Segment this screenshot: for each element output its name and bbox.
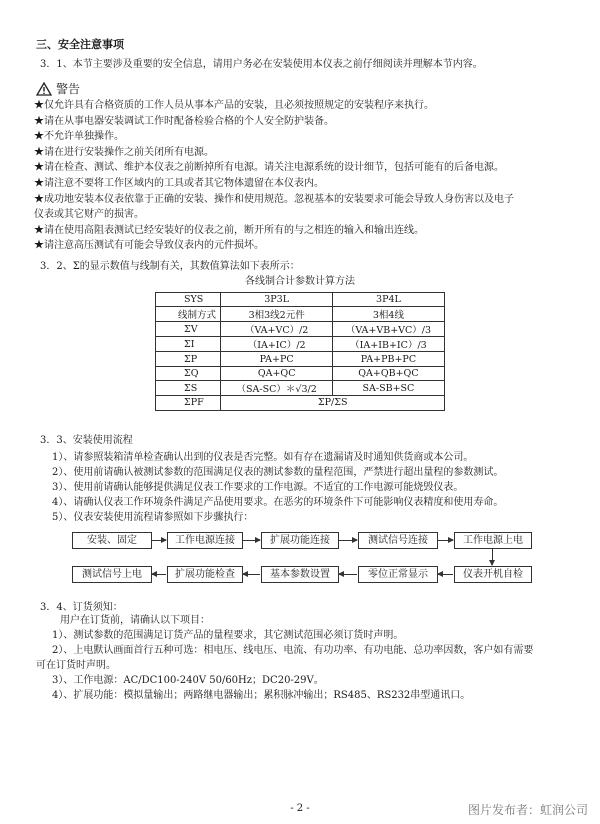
table-cell: 3P4L <box>332 293 444 307</box>
arrow-right-icon <box>438 540 453 541</box>
watermark: 图片发布者：虹润公司 <box>467 803 588 817</box>
table-cell: 3P3L <box>221 293 332 307</box>
table-cell: （SA-SC）＊√3/2 <box>221 381 332 396</box>
table-cell: ΣP <box>156 352 221 366</box>
warning-item: ★请注意不要将工作区域内的工具或者其它物体遗留在本仪表内。 <box>34 177 324 189</box>
table-row <box>156 352 445 366</box>
page-number: - 2 - <box>290 803 310 814</box>
table-row <box>156 293 445 307</box>
table-cell: （VA+VC）/2 <box>221 322 332 337</box>
order-line: 3）、工作电源：AC/DC100-240V 50/60Hz；DC20-29V。 <box>52 675 324 686</box>
install-step: 5）、仪表安装使用流程请参照如下步骤执行： <box>52 512 254 523</box>
table-row <box>156 381 445 396</box>
flow-box-zero-display: 零位正常显示 <box>358 566 438 583</box>
arrow-left-icon <box>438 574 453 575</box>
warning-item: ★请在进行安装操作之前关闭所有电源。 <box>34 146 214 158</box>
arrow-left-icon <box>339 574 357 575</box>
arrow-left-icon <box>152 574 166 575</box>
order-line: 4）、扩展功能：模拟量输出；两路继电器输出；累积脉冲输出；RS485、RS232串型通讯口。 <box>52 690 471 701</box>
table-cell: PA+PC <box>221 352 332 366</box>
table-row <box>156 396 445 410</box>
install-step: 4）、请确认仪表工作环境条件满足产品使用要求。在恶劣的环境条件下可能影响仪表精度和使用寿命。 <box>52 497 504 508</box>
flow-box-parameter-setup: 基本参数设置 <box>261 566 339 583</box>
install-step: 2）、使用前请确认被测试参数的范围满足仪表的测试参数的量程范围，严禁进行超出量程的参数测试。 <box>52 467 504 478</box>
flow-box-expansion-connect: 扩展功能连接 <box>261 532 339 549</box>
calculation-table <box>155 292 445 411</box>
warning-item: ★请在从事电器安装调试工作时配备检验合格的个人安全防护装备。 <box>34 115 334 127</box>
table-cell: 3相4线 <box>332 307 444 322</box>
table-cell: ΣP/ΣS <box>221 396 445 410</box>
warning-item: ★请注意高压测试有可能会导致仪表内的元件损坏。 <box>34 240 264 252</box>
section-3-3-title: 3．3、安装使用流程 <box>40 435 133 446</box>
table-cell: ΣV <box>156 322 221 337</box>
warning-item: ★不允许单独操作。 <box>34 131 124 143</box>
order-line: 2）、上电默认画面首行五种可选：相电压、线电压、电流、有功功率、有功电能、总功率因数，客户如有需要 <box>52 645 534 656</box>
warning-triangle-icon <box>36 82 52 96</box>
table-cell: ΣS <box>156 381 221 396</box>
table-title: 各线制合计参数计算方法 <box>245 276 355 287</box>
table-cell: ΣQ <box>156 366 221 380</box>
warning-item: 仪表或其它财产的损害。 <box>34 209 144 221</box>
table-row <box>156 337 445 352</box>
flow-box-expansion-check: 扩展功能检查 <box>167 566 243 583</box>
warning-heading <box>36 80 80 97</box>
warning-item: ★请在检查、测试、维护本仪表之前断掉所有电源。请关注电源系统的设计细节，包括可能有的后备电源。 <box>34 162 504 174</box>
arrow-right-icon <box>339 540 357 541</box>
install-step: 1）、请参照装箱清单检查确认出到的仪表是否完整。如有存在遗漏请及时通知供货商或本公司。 <box>52 452 474 463</box>
intro-3-1: 3．1、本节主要涉及重要的安全信息，请用户务必在安装使用本仪表之前仔细阅读并理解本节内容。 <box>40 59 483 70</box>
table-row <box>156 307 445 322</box>
intro-3-2: 3．2、Σ的显示数值与线制有关，其数值算法如下表所示： <box>40 261 300 272</box>
warning-item: ★仅允许具有合格资质的工作人员从事本产品的安装，且必须按照规定的安装程序来执行。 <box>34 100 434 111</box>
order-line: 用户在订货前，请确认以下项目： <box>60 615 210 626</box>
warning-title: 警告 <box>56 82 81 96</box>
arrow-right-icon <box>243 540 260 541</box>
table-cell: 线制方式 <box>156 307 221 322</box>
table-row <box>156 366 445 380</box>
flow-box-power-connect: 工作电源连接 <box>167 532 243 549</box>
table-cell: （IA+IB+IC）/3 <box>332 337 444 352</box>
flow-box-signal-connect: 测试信号连接 <box>358 532 438 549</box>
warning-list <box>34 98 574 254</box>
table-cell: PA+PB+PC <box>332 352 444 366</box>
warning-item: ★请在使用高阻表测试已经安装好的仪表之前，断开所有的与之相连的输入和输出连线。 <box>34 224 424 236</box>
flow-box-install-fix: 安装、固定 <box>72 532 152 549</box>
arrow-right-icon <box>152 540 166 541</box>
table-row <box>156 322 445 337</box>
warning-item: ★成功地安装本仪表依靠于正确的安装、操作和使用规范。忽视基本的安装要求可能会导致人身伤害以及电子 <box>34 193 514 205</box>
order-line: 可在订货时声明。 <box>36 660 116 671</box>
table-cell: ΣPF <box>156 396 221 410</box>
arrow-down-icon <box>492 549 493 565</box>
install-step: 3）、使用前请确认能够提供满足仪表工作要求的工作电源。不适宜的工作电源可能烧毁仪表。 <box>52 482 464 493</box>
order-line: 1）、测试参数的范围满足订货产品的量程要求，其它测试范围必须订货时声明。 <box>52 630 404 641</box>
table-cell: （IA+IC）/2 <box>221 337 332 352</box>
flow-box-power-on: 工作电源上电 <box>454 532 532 549</box>
section-3-4-title: 3．4、订货须知： <box>40 602 123 613</box>
flow-box-self-test: 仪表开机自检 <box>454 566 532 583</box>
table-cell: ΣI <box>156 337 221 352</box>
table-cell: SA-SB+SC <box>332 381 444 396</box>
table-cell: QA+QC <box>221 366 332 380</box>
table-cell: QA+QB+QC <box>332 366 444 380</box>
flow-box-signal-power-on: 测试信号上电 <box>72 566 152 583</box>
arrow-left-icon <box>243 574 260 575</box>
table-cell: 3相3线2元件 <box>221 307 332 322</box>
table-cell: SYS <box>156 293 221 307</box>
section-title: 三、安全注意事项 <box>36 38 124 51</box>
table-cell: （VA+VB+VC）/3 <box>332 322 444 337</box>
